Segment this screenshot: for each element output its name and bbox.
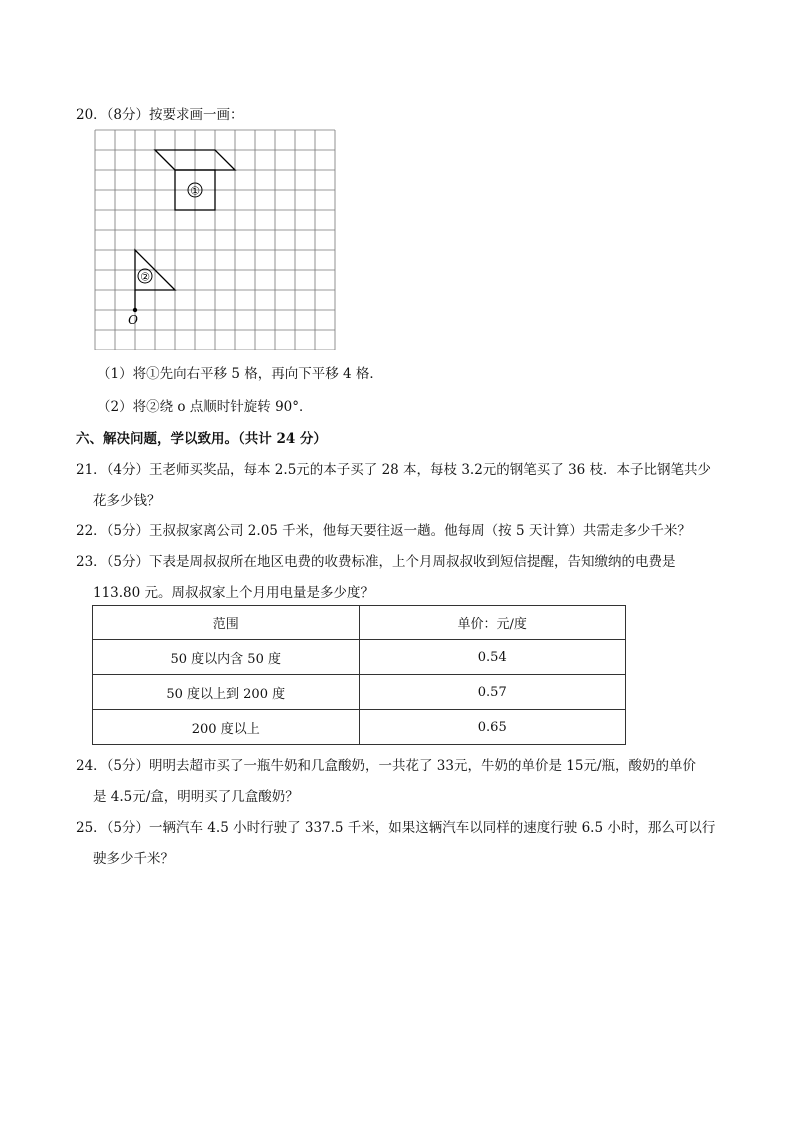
question-21-line-1: 21．（4分）王老师买奖品，每本 2.5元的本子买了 28 本，每枝 3.2元的钢笔买了 36 枝．本子比钢笔共少	[76, 462, 712, 478]
table-header-row	[93, 606, 626, 640]
table-row	[93, 710, 626, 745]
grid-figure	[93, 128, 337, 350]
electricity-price-table	[92, 605, 626, 745]
question-20-sub-1: （1）将①先向右平移 5 格，再向下平移 4 格．	[97, 366, 383, 382]
table-cell: 50 度以上到 200 度	[93, 675, 360, 710]
question-22-line-1: 22．（5分）王叔叔家离公司 2.05 千米，他每天要往返一趟。他每周（按 5 天计算）共需走多少千米？	[76, 523, 691, 539]
table-cell: 0.65	[359, 710, 626, 745]
question-25-line-2: 驶多少千米？	[93, 851, 174, 867]
point-o	[133, 308, 137, 312]
shape-2-flag	[128, 250, 175, 327]
question-20-sub-2: （2）将②绕 o 点顺时针旋转 90°．	[97, 399, 313, 415]
shape-2-label: ②	[140, 270, 150, 284]
table-cell: 0.54	[359, 640, 626, 675]
table-cell: 200 度以上	[93, 710, 360, 745]
table-header-cell: 单价：元/度	[359, 606, 626, 640]
table-cell: 0.57	[359, 675, 626, 710]
question-24-line-1: 24．（5分）明明去超市买了一瓶牛奶和几盒酸奶，一共花了 33元，牛奶的单价是 15元/瓶，酸奶的单价	[76, 758, 697, 774]
table-cell: 50 度以内含 50 度	[93, 640, 360, 675]
shape-1-label: ①	[190, 184, 200, 198]
question-21-line-2: 花多少钱？	[93, 493, 161, 509]
question-24-line-2: 是 4.5元/盒，明明买了几盒酸奶？	[93, 789, 299, 805]
table-header-cell: 范围	[93, 606, 360, 640]
section-6-heading: 六、解决问题，学以致用。（共计 24 分）	[76, 431, 327, 447]
question-25-line-1: 25．（5分）一辆汽车 4.5 小时行驶了 337.5 千米，如果这辆汽车以同样的速度行驶 6.5 小时，那么可以行	[76, 820, 716, 836]
table-row	[93, 640, 626, 675]
question-20-title: 20．（8分）按要求画一画：	[76, 107, 244, 123]
point-o-label: O	[128, 313, 138, 327]
table-row	[93, 675, 626, 710]
question-23-line-2: 113.80 元。周叔叔家上个月用电量是多少度？	[93, 585, 375, 601]
question-23-line-1: 23．（5分）下表是周叔叔所在地区电费的收费标准，上个月周叔叔收到短信提醒，告知缴纳的电费是	[76, 554, 676, 570]
